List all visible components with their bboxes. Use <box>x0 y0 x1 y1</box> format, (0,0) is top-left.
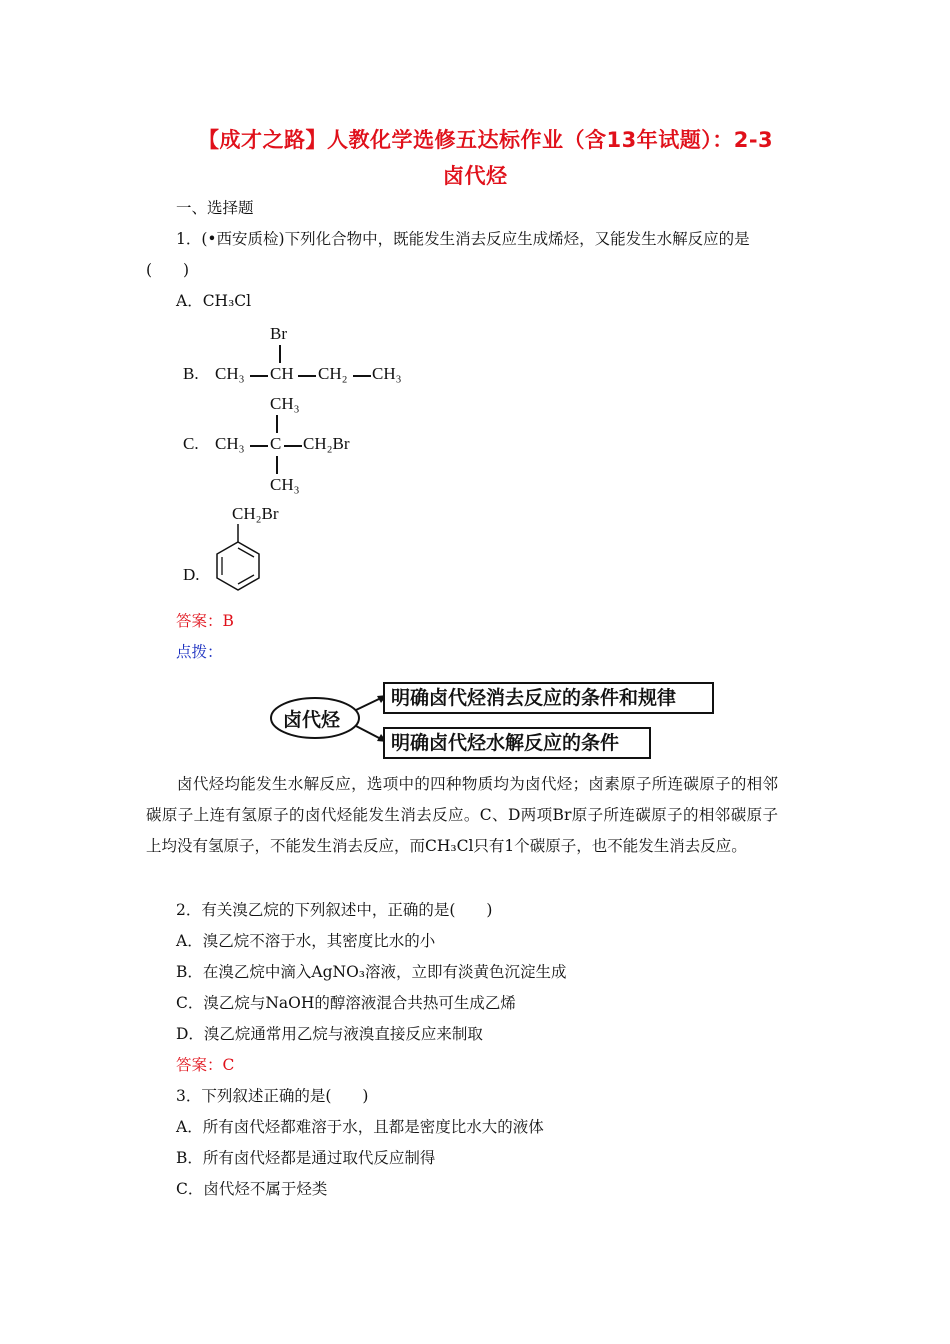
option-c-top-ch3: CH₃ <box>270 394 300 413</box>
option-c-bond-1 <box>250 445 268 447</box>
q1-stem: 1．(•西安质检)下列化合物中，既能发生消去反应生成烯烃，又能发生水解反应的是 <box>176 230 750 248</box>
q1-option-a: A．CH₃Cl <box>176 292 252 310</box>
q1-option-c-label: C. <box>183 434 199 453</box>
option-b-c3: CH₂ <box>318 364 348 383</box>
diagram-top-box: 明确卤代烃消去反应的条件和规律 <box>383 682 714 714</box>
option-c-bottom-ch3: CH₃ <box>270 475 300 494</box>
q1-explanation: 卤代烃均能发生水解反应，选项中的四种物质均为卤代烃；卤素原子所连碳原子的相邻碳原子上连有氢原子的卤代烃能发生消去反应。C、D两项Br原子所连碳原子的相邻碳原子上均没有氢原子，不能发生消去反应，而CH₃Cl只有1个碳原子，也不能发生消去反应。 <box>146 775 778 855</box>
option-b-c1: CH₃ <box>215 364 245 383</box>
option-c-bond-up <box>276 415 278 433</box>
q2-option-b: B．在溴乙烷中滴入AgNO₃溶液，立即有淡黄色沉淀生成 <box>176 963 567 981</box>
q1-answer: 答案：B <box>176 612 234 630</box>
option-d-substituent: CH₂Br <box>232 504 279 523</box>
section-heading: 一、选择题 <box>176 199 254 217</box>
diagram-bottom-box: 明确卤代烃水解反应的条件 <box>383 727 651 759</box>
option-c-c2: C <box>270 434 282 453</box>
q2-answer: 答案：C <box>176 1056 235 1074</box>
q3-option-b: B．所有卤代烃都是通过取代反应制得 <box>176 1149 436 1167</box>
q2-option-c: C．溴乙烷与NaOH的醇溶液混合共热可生成乙烯 <box>176 994 516 1012</box>
q1-option-b-label: B. <box>183 364 199 383</box>
option-b-c2: CH <box>270 364 294 383</box>
option-b-bond-vertical <box>279 345 281 363</box>
q2-option-a: A．溴乙烷不溶于水，其密度比水的小 <box>176 932 436 950</box>
diagram-center-label: 卤代烃 <box>283 709 341 731</box>
option-c-c1: CH₃ <box>215 434 245 453</box>
option-b-bond-1 <box>250 375 268 377</box>
option-c-bond-2 <box>284 445 302 447</box>
q1-hint-label: 点拨： <box>176 643 223 661</box>
q2-option-d: D．溴乙烷通常用乙烷与液溴直接反应来制取 <box>176 1025 483 1043</box>
option-c-bond-down <box>276 456 278 474</box>
q3-option-c: C．卤代烃不属于烃类 <box>176 1180 328 1198</box>
q2-stem: 2．有关溴乙烷的下列叙述中，正确的是( ) <box>176 901 493 919</box>
document-title-line1: 【成才之路】人教化学选修五达标作业（含13年试题）：2-3 <box>198 128 774 152</box>
option-c-c3: CH₂Br <box>303 434 350 453</box>
option-b-bond-3 <box>353 375 371 377</box>
q1-option-d-label: D. <box>183 565 200 584</box>
document-title-line2: 卤代烃 <box>443 164 508 188</box>
option-b-c4: CH₃ <box>372 364 402 383</box>
q1-paren: ( ) <box>146 261 190 279</box>
option-b-bond-2 <box>298 375 316 377</box>
q3-option-a: A．所有卤代烃都难溶于水，且都是密度比水大的液体 <box>176 1118 544 1136</box>
benzene-ring-icon <box>205 520 275 610</box>
option-b-br: Br <box>270 324 287 343</box>
q3-stem: 3．下列叙述正确的是( ) <box>176 1087 369 1105</box>
